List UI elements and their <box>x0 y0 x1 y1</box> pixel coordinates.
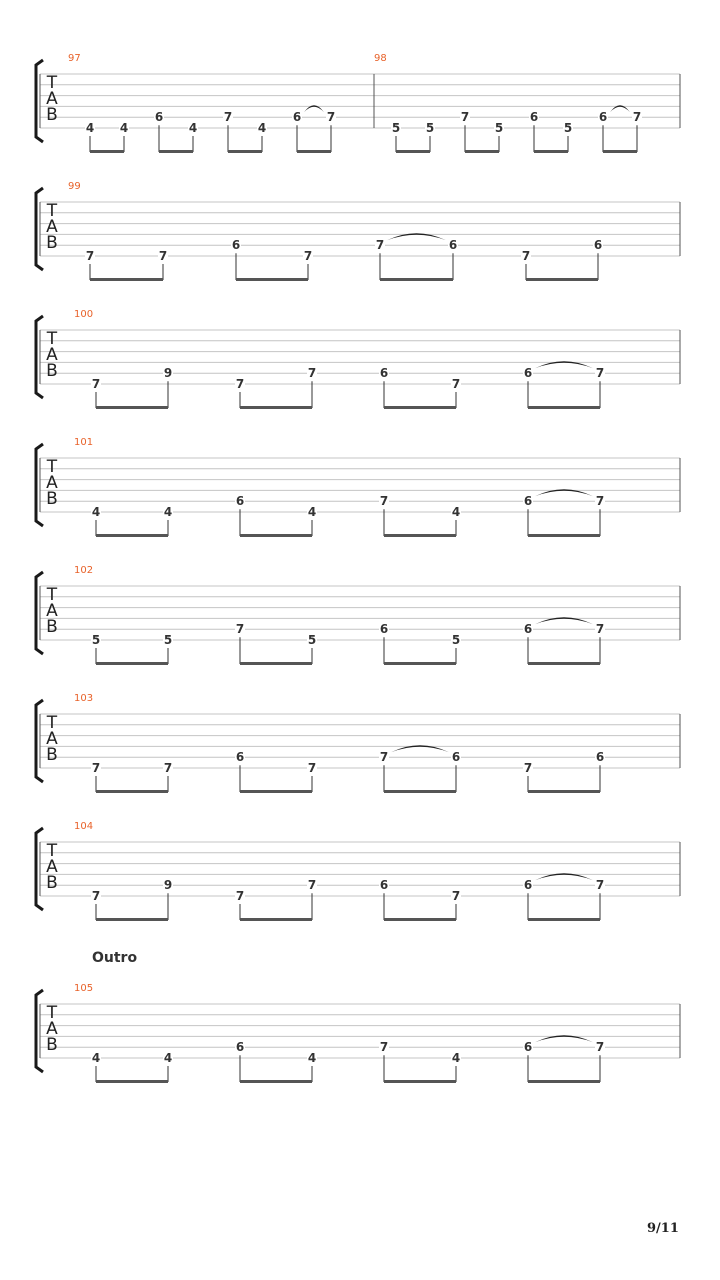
fret-number: 4 <box>85 121 95 135</box>
fret-number: 5 <box>91 633 101 647</box>
fret-number: 4 <box>91 505 101 519</box>
fret-number: 6 <box>235 750 245 765</box>
fret-number: 4 <box>451 1051 461 1065</box>
tab-clef-letter: B <box>46 361 58 381</box>
fret-number: 6 <box>235 1040 245 1055</box>
fret-number: 5 <box>451 633 461 647</box>
fret-number: 6 <box>292 110 302 125</box>
tab-clef-letter: B <box>46 105 58 125</box>
fret-number: 5 <box>425 121 435 135</box>
fret-number: 4 <box>163 505 173 519</box>
fret-number: 6 <box>231 238 241 253</box>
tab-clef-letter: B <box>46 233 58 253</box>
tab-clef-letter: A <box>46 1019 58 1039</box>
tab-clef-letter: A <box>46 473 58 493</box>
fret-number: 7 <box>235 622 245 637</box>
fret-number: 5 <box>563 121 573 135</box>
fret-number: 4 <box>307 505 317 519</box>
fret-number: 7 <box>307 878 317 893</box>
fret-number: 7 <box>379 750 389 765</box>
fret-number: 7 <box>235 377 245 391</box>
fret-number: 7 <box>326 110 336 125</box>
fret-number: 5 <box>494 121 504 135</box>
fret-number: 5 <box>163 633 173 647</box>
fret-number: 4 <box>119 121 129 135</box>
tab-clef-letter: A <box>46 729 58 749</box>
tab-clef-letter: A <box>46 601 58 621</box>
fret-number: 4 <box>188 121 198 135</box>
bar-number: 103 <box>74 693 94 704</box>
fret-number: 9 <box>163 366 173 381</box>
fret-number: 4 <box>91 1051 101 1065</box>
tab-clef-letter: A <box>46 217 58 237</box>
fret-number: 7 <box>307 366 317 381</box>
bar-number: 104 <box>74 821 94 832</box>
tab-clef-letter: A <box>46 345 58 365</box>
fret-number: 6 <box>451 750 461 765</box>
bar-number: 97 <box>68 53 81 64</box>
fret-number: 7 <box>595 878 605 893</box>
fret-number: 7 <box>375 238 385 253</box>
fret-number: 7 <box>460 110 470 125</box>
fret-number: 6 <box>523 366 533 381</box>
fret-number: 7 <box>158 249 168 263</box>
tab-clef-letter: T <box>46 201 58 221</box>
fret-number: 7 <box>91 889 101 903</box>
fret-number: 4 <box>451 505 461 519</box>
tab-clef-letter: B <box>46 873 58 893</box>
fret-number: 7 <box>523 761 533 775</box>
section-label: Outro <box>92 950 138 966</box>
bar-number: 102 <box>74 565 94 576</box>
page-number: 9/11 <box>647 1221 679 1236</box>
fret-number: 6 <box>593 238 603 253</box>
tab-clef-letter: B <box>46 745 58 765</box>
fret-number: 6 <box>235 494 245 509</box>
fret-number: 9 <box>163 878 173 893</box>
tab-clef-letter: T <box>46 585 58 605</box>
tab-clef-letter: B <box>46 1035 58 1055</box>
bar-number: 105 <box>74 983 94 994</box>
fret-number: 7 <box>632 110 642 125</box>
tab-clef-letter: T <box>46 841 58 861</box>
tab-clef-letter: A <box>46 857 58 877</box>
bar-number: 99 <box>68 181 81 192</box>
tab-clef-letter: T <box>46 457 58 477</box>
fret-number: 6 <box>523 622 533 637</box>
fret-number: 6 <box>595 750 605 765</box>
bar-number: 101 <box>74 437 94 448</box>
tab-clef-letter: T <box>46 713 58 733</box>
fret-number: 7 <box>379 494 389 509</box>
fret-number: 6 <box>598 110 608 125</box>
fret-number: 7 <box>91 761 101 775</box>
fret-number: 7 <box>85 249 95 263</box>
fret-number: 4 <box>307 1051 317 1065</box>
fret-number: 7 <box>451 889 461 903</box>
bar-number: 98 <box>374 53 387 64</box>
fret-number: 7 <box>163 761 173 775</box>
fret-number: 6 <box>379 366 389 381</box>
fret-number: 6 <box>523 494 533 509</box>
fret-number: 7 <box>595 366 605 381</box>
fret-number: 5 <box>307 633 317 647</box>
fret-number: 7 <box>451 377 461 391</box>
fret-number: 6 <box>523 1040 533 1055</box>
fret-number: 7 <box>595 494 605 509</box>
fret-number: 7 <box>595 1040 605 1055</box>
fret-number: 5 <box>391 121 401 135</box>
fret-number: 6 <box>154 110 164 125</box>
tab-clef-letter: T <box>46 73 58 93</box>
fret-number: 6 <box>523 878 533 893</box>
fret-number: 7 <box>303 249 313 263</box>
tab-clef-letter: A <box>46 89 58 109</box>
fret-number: 7 <box>379 1040 389 1055</box>
fret-number: 6 <box>448 238 458 253</box>
tab-clef-letter: B <box>46 617 58 637</box>
fret-number: 7 <box>235 889 245 903</box>
fret-number: 7 <box>521 249 531 263</box>
fret-number: 4 <box>163 1051 173 1065</box>
fret-number: 7 <box>223 110 233 125</box>
fret-number: 7 <box>91 377 101 391</box>
fret-number: 6 <box>379 878 389 893</box>
fret-number: 7 <box>595 622 605 637</box>
tab-clef-letter: T <box>46 1003 58 1023</box>
tab-clef-letter: B <box>46 489 58 509</box>
fret-number: 6 <box>529 110 539 125</box>
fret-number: 6 <box>379 622 389 637</box>
tab-clef-letter: T <box>46 329 58 349</box>
bar-number: 100 <box>74 309 94 320</box>
fret-number: 4 <box>257 121 267 135</box>
fret-number: 7 <box>307 761 317 775</box>
